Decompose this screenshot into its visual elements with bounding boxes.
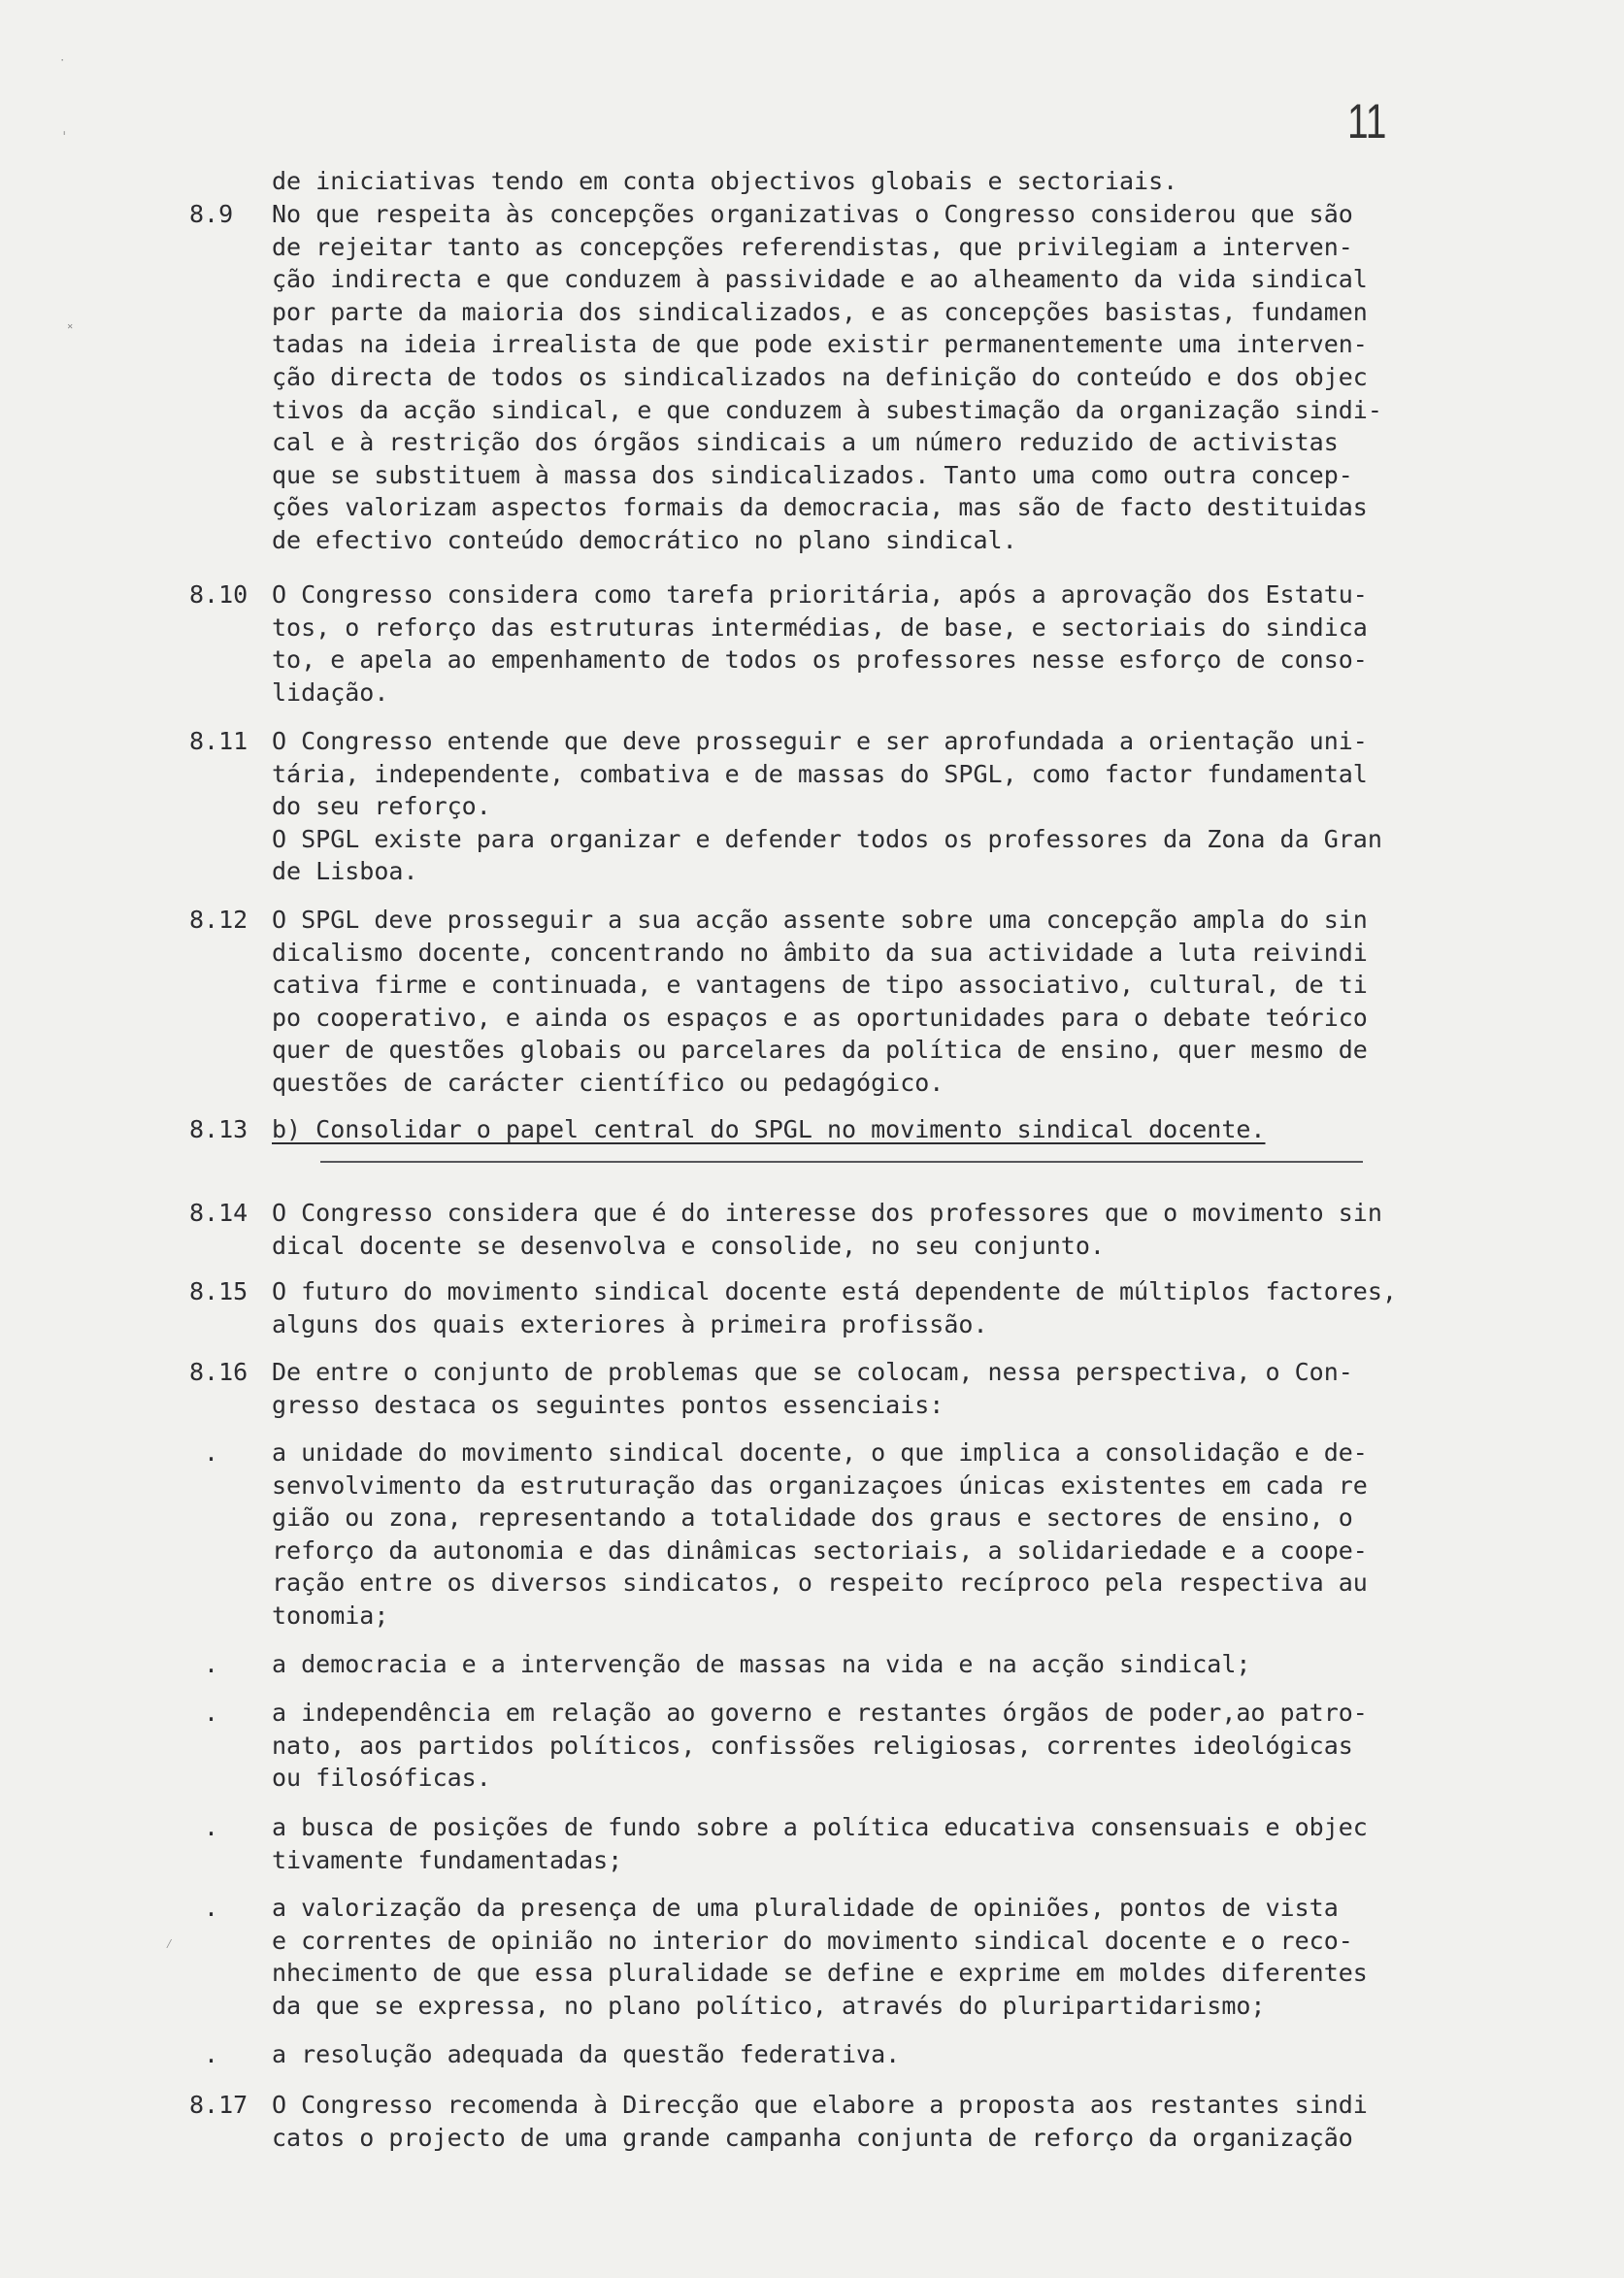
text-line: gresso destaca os seguintes pontos essenciais: xyxy=(272,1390,945,1419)
text-line: a unidade do movimento sindical docente, o que implica a consolidação e de- xyxy=(272,1438,1368,1467)
paragraph-number: 8.12 xyxy=(189,906,249,934)
text-line: tonomia; xyxy=(272,1601,389,1630)
scan-speck: ⁄ xyxy=(165,1936,174,1952)
text-line: por parte da maioria dos sindicalizados, e as concepções basistas, fundamen xyxy=(272,297,1368,326)
text-line: ção indirecta e que conduzem à passividade e ao alheamento da vida sindical xyxy=(272,265,1368,294)
text-line: O SPGL deve prosseguir a sua acção assente sobre uma concepção ampla do sin xyxy=(272,906,1368,934)
text-line: cal e à restrição dos órgãos sindicais a um número reduzido de activistas xyxy=(272,428,1339,457)
text-line: De entre o conjunto de problemas que se colocam, nessa perspectiva, o Con- xyxy=(272,1358,1353,1386)
text-line: lidação. xyxy=(272,677,389,707)
text-line: O SPGL existe para organizar e defender todos os professores da Zona da Gran xyxy=(272,824,1382,853)
text-line: a busca de posições de fundo sobre a política educativa consensuais e objec xyxy=(272,1813,1368,1841)
bullet-marker: . xyxy=(204,1813,219,1841)
bullet-marker: . xyxy=(204,1699,219,1727)
text-line: dical docente se desenvolva e consolide, no seu conjunto. xyxy=(272,1231,1105,1260)
scan-speck: ˌ xyxy=(60,121,69,137)
text-line: a democracia e a intervenção de massas na vida e na acção sindical; xyxy=(272,1650,1251,1678)
text-line: dicalismo docente, concentrando no âmbito da sua actividade a luta reivindi xyxy=(272,938,1368,967)
text-line: tos, o reforço das estruturas intermédias, de base, e sectoriais do sindica xyxy=(272,612,1368,642)
bullet-marker: . xyxy=(204,1894,219,1922)
text-line: questões de carácter científico ou pedagógico. xyxy=(272,1068,945,1097)
text-line: tivamente fundamentadas; xyxy=(272,1845,623,1874)
text-line: que se substituem à massa dos sindicalizados. Tanto uma como outra concep- xyxy=(272,460,1353,489)
text-line: da que se expressa, no plano político, através do pluripartidarismo; xyxy=(272,1991,1266,2020)
text-line: O futuro do movimento sindical docente está dependente de múltiplos factores, xyxy=(272,1277,1397,1305)
text-line: nato, aos partidos políticos, confissões religiosas, correntes ideológicas xyxy=(272,1731,1353,1760)
text-line: reforço da autonomia e das dinâmicas sectoriais, a solidariedade e a coope- xyxy=(272,1535,1368,1565)
text-line: ções valorizam aspectos formais da democracia, mas são de facto destituidas xyxy=(272,493,1368,522)
paragraph-number: 8.9 xyxy=(189,200,234,228)
paragraph-number: 8.11 xyxy=(189,727,249,755)
text-line: de iniciativas tendo em conta objectivos globais e sectoriais. xyxy=(272,167,1178,195)
text-line: senvolvimento da estruturação das organizaçoes únicas existentes em cada re xyxy=(272,1470,1368,1500)
text-line: No que respeita às concepções organizativas o Congresso considerou que são xyxy=(272,200,1353,228)
text-line: nhecimento de que essa pluralidade se define e exprime em moldes diferentes xyxy=(272,1959,1368,1988)
text-line: tadas na ideia irrealista de que pode existir permanentemente uma interven- xyxy=(272,330,1368,359)
paragraph-number: 8.15 xyxy=(189,1277,249,1305)
text-line: O Congresso entende que deve prosseguir e ser aprofundada a orientação uni- xyxy=(272,727,1368,755)
text-line: quer de questões globais ou parcelares da política de ensino, quer mesmo de xyxy=(272,1036,1368,1065)
scan-speck: ˟ xyxy=(66,322,75,338)
text-line: de Lisboa. xyxy=(272,857,418,886)
text-line: de efectivo conteúdo democrático no plano sindical. xyxy=(272,525,1017,554)
text-line: a independência em relação ao governo e restantes órgãos de poder,ao patro- xyxy=(272,1699,1368,1727)
text-line: ou filosóficas. xyxy=(272,1764,491,1793)
bullet-marker: . xyxy=(204,2040,219,2068)
text-line: de rejeitar tanto as concepções referendistas, que privilegiam a interven- xyxy=(272,232,1353,261)
text-line: tária, independente, combativa e de massas do SPGL, como factor fundamental xyxy=(272,759,1368,788)
bullet-marker: . xyxy=(204,1650,219,1678)
text-line: O Congresso recomenda à Direcção que elabore a proposta aos restantes sindi xyxy=(272,2091,1368,2119)
text-line: cativa firme e continuada, e vantagens de tipo associativo, cultural, de ti xyxy=(272,971,1368,1000)
paragraph-number: 8.14 xyxy=(189,1199,249,1227)
text-line: to, e apela ao empenhamento de todos os professores nesse esforço de conso- xyxy=(272,645,1368,675)
section-heading: b) Consolidar o papel central do SPGL no movimento sindical docente. xyxy=(272,1115,1266,1143)
paragraph-number: 8.16 xyxy=(189,1358,249,1386)
text-line: gião ou zona, representando a totalidade dos graus e sectores de ensino, o xyxy=(272,1503,1353,1533)
text-line: a valorização da presença de uma pluralidade de opiniões, pontos de vista xyxy=(272,1894,1339,1922)
page-number: 11 xyxy=(1347,94,1387,149)
heading-underline-rule xyxy=(320,1161,1363,1163)
intro-line-block xyxy=(272,165,1272,198)
paragraph-number: 8.13 xyxy=(189,1115,249,1143)
paragraph-number: 8.10 xyxy=(189,580,249,609)
text-line: alguns dos quais exteriores à primeira profissão. xyxy=(272,1309,988,1338)
text-line: tivos da acção sindical, e que conduzem à subestimação da organização sindi- xyxy=(272,395,1382,424)
text-line: a resolução adequada da questão federativa. xyxy=(272,2040,901,2068)
text-line: do seu reforço. xyxy=(272,792,491,821)
text-line: ção directa de todos os sindicalizados na definição do conteúdo e dos objec xyxy=(272,362,1368,391)
scan-speck: ˙ xyxy=(58,58,67,74)
text-line: ração entre os diversos sindicatos, o respeito recíproco pela respectiva au xyxy=(272,1568,1368,1598)
paragraph-number: 8.17 xyxy=(189,2091,249,2119)
text-line: po cooperativo, e ainda os espaços e as oportunidades para o debate teórico xyxy=(272,1003,1368,1032)
text-line: O Congresso considera que é do interesse dos professores que o movimento sin xyxy=(272,1199,1382,1227)
text-line: catos o projecto de uma grande campanha conjunta de reforço da organização xyxy=(272,2123,1353,2152)
bullet-marker: . xyxy=(204,1438,219,1467)
text-line: e correntes de opinião no interior do movimento sindical docente e o reco- xyxy=(272,1926,1353,1955)
text-line: O Congresso considera como tarefa prioritária, após a aprovação dos Estatu- xyxy=(272,580,1368,609)
